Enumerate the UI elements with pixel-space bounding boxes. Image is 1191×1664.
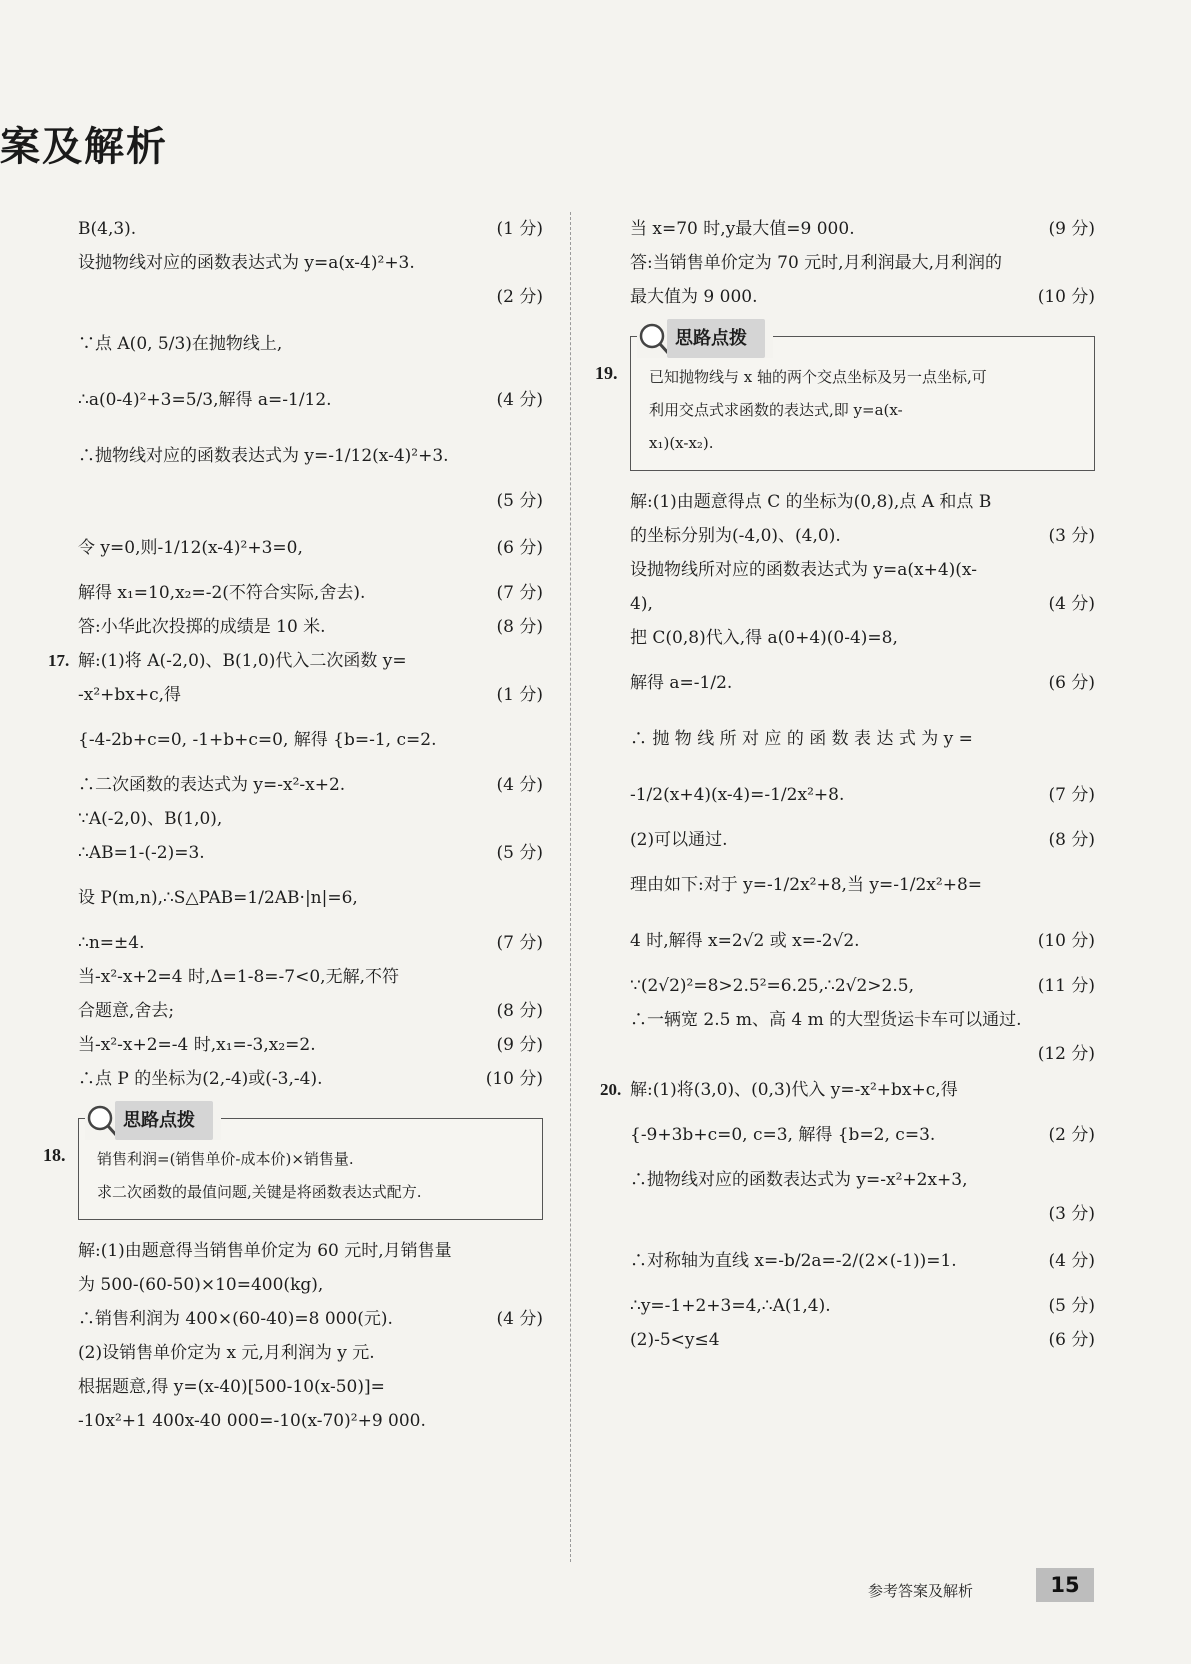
score-label: (4 分) — [496, 775, 543, 795]
line-text: ∵A(-2,0)、B(1,0), — [78, 809, 223, 829]
line-text: 当-x²-x+2=-4 时,x₁=-3,x₂=2. — [78, 1035, 316, 1055]
score-label: (1 分) — [496, 685, 543, 705]
answer-line — [630, 1037, 1095, 1073]
score-label: (8 分) — [1048, 830, 1095, 850]
answer-line — [78, 576, 543, 610]
line-text: 解:(1)由题意得当销售单价定为 60 元时,月销售量 — [78, 1241, 452, 1261]
line-text: 设抛物线对应的函数表达式为 y=a(x-4)²+3. — [78, 253, 415, 273]
answer-line — [78, 994, 543, 1028]
column-divider — [570, 212, 571, 1562]
line-text: ∴二次函数的表达式为 y=-x²-x+2. — [78, 775, 346, 795]
question-number-19: 19. — [595, 363, 618, 383]
line-text: 设 P(m,n),∴S△PAB=1/2AB·|n|=6, — [78, 888, 358, 908]
score-label: (4 分) — [496, 390, 543, 410]
line-text: {-9+3b+c=0, c=3, 解得 {b=2, c=3. — [630, 1125, 936, 1145]
line-text: 4 时,解得 x=2√2 或 x=-2√2. — [630, 931, 860, 951]
answer-line — [78, 1062, 543, 1096]
score-label: (1 分) — [496, 219, 543, 239]
line-text: ∴一辆宽 2.5 m、高 4 m 的大型货运卡车可以通过. — [630, 1010, 1022, 1030]
line-text: 为 500-(60-50)×10=400(kg), — [78, 1275, 324, 1295]
right-lines — [600, 485, 1095, 1357]
line-text: {-4-2b+c=0, -1+b+c=0, 解得 {b=-1, c=2. — [78, 730, 437, 750]
answer-line — [78, 1370, 543, 1404]
line-text: ∴n=±4. — [78, 933, 145, 953]
answer-line — [630, 857, 1095, 913]
score-label: (4 分) — [1048, 1251, 1095, 1271]
line-text: B(4,3). — [78, 219, 137, 239]
score-label: (4 分) — [1048, 594, 1095, 614]
line-text: 解得 a=-1/2. — [630, 673, 733, 693]
score-label: (10 分) — [485, 1069, 543, 1089]
score-label: (5 分) — [1048, 1296, 1095, 1316]
answer-line — [78, 280, 543, 316]
score-label: (10 分) — [1037, 287, 1095, 307]
line-text: ∴AB=1-(-2)=3. — [78, 843, 205, 863]
line-text: ∴a(0-4)²+3=5/3,解得 a=-1/12. — [78, 390, 332, 410]
line-text: 把 C(0,8)代入,得 a(0+4)(0-4)=8, — [630, 628, 898, 648]
tip-line: 求二次函数的最值问题,关键是将函数表达式配方. — [97, 1183, 422, 1201]
question-number: 17. — [48, 651, 70, 670]
answer-line — [78, 316, 543, 372]
line-text: ∴销售利润为 400×(60-40)=8 000(元). — [78, 1309, 393, 1329]
page-title: 案及解析 — [0, 124, 168, 170]
footer-text: 参考答案及解析 — [868, 1582, 974, 1600]
score-label: (6 分) — [1048, 1330, 1095, 1350]
answer-line — [630, 1289, 1095, 1323]
answer-line — [78, 960, 543, 994]
answer-line — [78, 870, 543, 926]
line-text: 答:小华此次投掷的成绩是 10 米. — [78, 617, 326, 637]
line-text: 解:(1)将 A(-2,0)、B(1,0)代入二次函数 y= — [78, 651, 407, 671]
line-text: (2)设销售单价定为 x 元,月利润为 y 元. — [78, 1343, 375, 1363]
answer-line — [78, 520, 543, 576]
score-label: (11 分) — [1037, 976, 1095, 996]
line-text: 最大值为 9 000. — [630, 287, 758, 307]
line-text: ∵(2√2)²=8>2.5²=6.25,∴2√2>2.5, — [630, 976, 914, 996]
line-text: ∴对称轴为直线 x=-b/2a=-2/(2×(-1))=1. — [630, 1251, 957, 1271]
score-label: (7 分) — [1048, 785, 1095, 805]
line-text: 设抛物线所对应的函数表达式为 y=a(x+4)(x- — [630, 560, 977, 580]
line-text: ∴抛物线对应的函数表达式为 y=-1/12(x-4)²+3. — [78, 446, 449, 466]
score-label: (3 分) — [1048, 1204, 1095, 1224]
line-text: ∴y=-1+2+3=4,∴A(1,4). — [630, 1296, 831, 1316]
line-text: 解:(1)将(3,0)、(0,3)代入 y=-x²+bx+c,得 — [630, 1080, 958, 1100]
tip-line: 已知抛物线与 x 轴的两个交点坐标及另一点坐标,可 — [649, 368, 987, 386]
answer-line — [630, 587, 1095, 621]
score-label: (2 分) — [496, 287, 543, 307]
answer-line — [630, 246, 1095, 280]
answer-line — [78, 372, 543, 428]
answer-line — [630, 655, 1095, 711]
question-number: 20. — [600, 1080, 622, 1099]
answer-line — [78, 1268, 543, 1302]
line-text: 合题意,舍去; — [78, 1001, 175, 1021]
question-number-18: 18. — [43, 1145, 66, 1165]
line-text: ∵点 A(0, 5/3)在抛物线上, — [78, 334, 283, 354]
answer-line — [78, 712, 543, 768]
answer-line — [630, 485, 1095, 519]
answer-line — [630, 553, 1095, 587]
line-text: 根据题意,得 y=(x-40)[500-10(x-50)]= — [78, 1377, 385, 1397]
answer-line — [78, 428, 543, 484]
answer-line — [630, 767, 1095, 823]
answer-line — [78, 484, 543, 520]
page-number: 15 — [1036, 1568, 1094, 1602]
tip-header — [85, 1101, 221, 1140]
answer-line — [78, 768, 543, 802]
answer-line — [78, 1028, 543, 1062]
answer-line — [630, 1003, 1095, 1037]
tip-box-19 — [595, 328, 1095, 471]
left-after-lines — [78, 1234, 543, 1438]
answer-line — [78, 1336, 543, 1370]
answer-line — [630, 212, 1095, 246]
answer-line — [630, 1323, 1095, 1357]
answer-line — [78, 836, 543, 870]
answer-line — [630, 913, 1095, 969]
tip-line: x₁)(x-x₂). — [649, 434, 714, 452]
line-text: -1/2(x+4)(x-4)=-1/2x²+8. — [630, 785, 845, 805]
answer-line — [48, 644, 543, 678]
tip-line: 利用交点式求函数的表达式,即 y=a(x- — [649, 401, 903, 419]
answer-line — [78, 610, 543, 644]
answer-line — [630, 621, 1095, 655]
line-text: -10x²+1 400x-40 000=-10(x-70)²+9 000. — [78, 1411, 426, 1431]
line-text: ∴ 抛 物 线 所 对 应 的 函 数 表 达 式 为 y = — [630, 729, 973, 749]
line-text: ∴抛物线对应的函数表达式为 y=-x²+2x+3, — [630, 1170, 968, 1190]
line-text: 4), — [630, 594, 653, 614]
line-text: 解:(1)由题意得点 C 的坐标为(0,8),点 A 和点 B — [630, 492, 992, 512]
score-label: (7 分) — [496, 583, 543, 603]
line-text: -x²+bx+c,得 — [78, 685, 182, 705]
line-text: 当 x=70 时,y最大值=9 000. — [630, 219, 855, 239]
line-text: (2)可以通过. — [630, 830, 728, 850]
right-before-lines — [630, 212, 1095, 314]
score-label: (5 分) — [496, 843, 543, 863]
answer-line — [78, 1404, 543, 1438]
line-text: 理由如下:对于 y=-1/2x²+8,当 y=-1/2x²+8= — [630, 875, 983, 895]
right-column — [595, 212, 1095, 1357]
answer-line — [630, 280, 1095, 314]
tip-line: 销售利润=(销售单价-成本价)×销售量. — [97, 1150, 354, 1168]
score-label: (10 分) — [1037, 931, 1095, 951]
answer-line — [630, 1233, 1095, 1289]
score-label: (2 分) — [1048, 1125, 1095, 1145]
score-label: (8 分) — [496, 1001, 543, 1021]
line-text: (2)-5<y≤4 — [630, 1330, 720, 1350]
answer-line — [600, 1073, 1095, 1107]
answer-line — [78, 926, 543, 960]
answer-line — [78, 678, 543, 712]
answer-line — [78, 246, 543, 280]
score-label: (12 分) — [1037, 1044, 1095, 1064]
score-label: (8 分) — [496, 617, 543, 637]
line-text: ∴点 P 的坐标为(2,-4)或(-3,-4). — [78, 1069, 323, 1089]
answer-line — [630, 711, 1095, 767]
answer-line — [78, 1302, 543, 1336]
answer-line — [78, 212, 543, 246]
answer-line — [630, 1107, 1095, 1163]
score-label: (4 分) — [496, 1309, 543, 1329]
left-column — [43, 212, 543, 1438]
score-label: (9 分) — [496, 1035, 543, 1055]
tip-box-18 — [43, 1110, 543, 1220]
answer-line — [630, 823, 1095, 857]
line-text: 令 y=0,则-1/12(x-4)²+3=0, — [78, 538, 303, 558]
left-lines — [48, 212, 543, 1096]
score-label: (3 分) — [1048, 526, 1095, 546]
score-label: (6 分) — [1048, 673, 1095, 693]
answer-line — [78, 1234, 543, 1268]
line-text: 答:当销售单价定为 70 元时,月利润最大,月利润的 — [630, 253, 1002, 273]
tip-header — [637, 319, 773, 358]
answer-line — [630, 969, 1095, 1003]
score-label: (5 分) — [496, 491, 543, 511]
answer-line — [630, 519, 1095, 553]
score-label: (6 分) — [496, 538, 543, 558]
tip-label: 思路点拨 — [115, 1101, 213, 1140]
line-text: 解得 x₁=10,x₂=-2(不符合实际,舍去). — [78, 583, 366, 603]
line-text: 的坐标分别为(-4,0)、(4,0). — [630, 526, 841, 546]
answer-line — [630, 1197, 1095, 1233]
score-label: (7 分) — [496, 933, 543, 953]
answer-line — [630, 1163, 1095, 1197]
answer-line — [78, 802, 543, 836]
score-label: (9 分) — [1048, 219, 1095, 239]
tip-label: 思路点拨 — [667, 319, 765, 358]
line-text: 当-x²-x+2=4 时,Δ=1-8=-7<0,无解,不符 — [78, 967, 399, 987]
